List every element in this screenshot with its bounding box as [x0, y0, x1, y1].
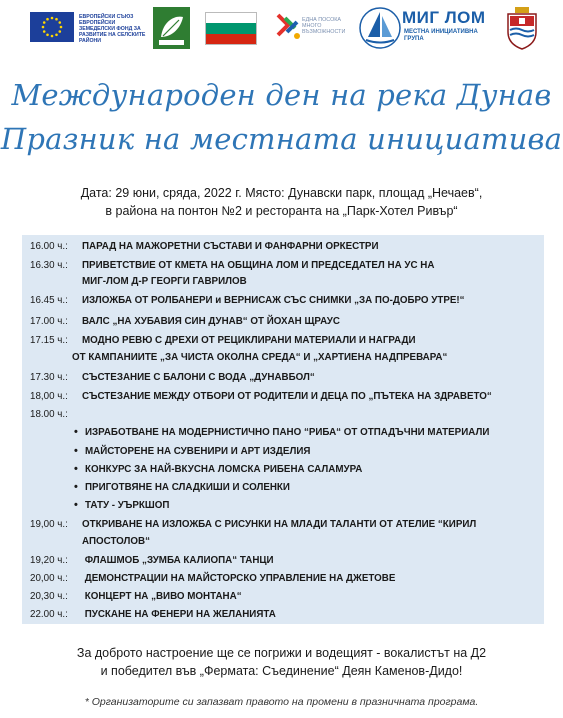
- page-title: Международен ден на река Дунав: [11, 78, 552, 112]
- program-bullet-item: • ИЗРАБОТВАНЕ НА МОДЕРНИСТИЧНО ПАНО “РИБА“ ОТ ОТПАДЪЧНИ МАТЕРИАЛИ: [74, 425, 489, 440]
- logo-strip: [0, 4, 563, 52]
- program-row: 17.30 ч.: СЪСТЕЗАНИЕ С БАЛОНИ С ВОДА „ДУНАВБОЛ“: [30, 372, 315, 383]
- program-row: 18.00 ч.:: [30, 409, 68, 420]
- host-announcement: За доброто настроение ще се погрижи и водещият - вокалистът на Д2: [76, 646, 487, 660]
- program-row: 19,20 ч.: ФЛАШМОБ „ЗУМБА КАЛИОПА“ ТАНЦИ: [30, 555, 274, 566]
- program-row: 22.00 ч.: ПУСКАНЕ НА ФЕНЕРИ НА ЖЕЛАНИЯТА: [30, 609, 276, 620]
- program-row: 20,30 ч.: КОНЦЕРТ НА „ВИВО МОНТАНА“: [30, 591, 242, 602]
- program-row-continuation: ОТ КАМПАНИИТЕ „ЗА ЧИСТА ОКОЛНА СРЕДА“ И „ХАРТИЕНА НАДПРЕВАРА“: [72, 352, 448, 363]
- bulgarian-flag-logo: [205, 12, 257, 45]
- program-row-continuation: АПОСТОЛОВ“: [82, 536, 151, 547]
- program-row: 17.00 ч.: ВАЛС „НА ХУБАВИЯ СИН ДУНАВ“ ОТ ЙОХАН ЩРАУС: [30, 316, 340, 327]
- program-bullet-item: • КОНКУРС ЗА НАЙ-ВКУСНА ЛОМСКА РИБЕНА САЛАМУРА: [74, 462, 362, 477]
- program-row: 16.30 ч.: ПРИВЕТСТВИЕ ОТ КМЕТА НА ОБЩИНА ЛОМ И ПРЕДСЕДАТЕЛ НА УС НА: [30, 260, 435, 271]
- program-bullet-item: • МАЙСТОРЕНЕ НА СУВЕНИРИ И АРТ ИЗДЕЛИЯ: [74, 444, 310, 459]
- program-row: 16.45 ч.: ИЗЛОЖБА ОТ РОЛБАНЕРИ и ВЕРНИСАЖ СЪС СНИМКИ „ЗА ПО-ДОБРО УТРЕ!“: [30, 295, 465, 306]
- program-row-continuation: МИГ-ЛОМ Д-Р ГЕОРГИ ГАВРИЛОВ: [82, 276, 247, 287]
- leader-logo: [153, 7, 190, 49]
- eu-flag-logo: [30, 12, 74, 42]
- program-bullet-item: • ПРИГОТВЯНЕ НА СЛАДКИШИ И СОЛЕНКИ: [74, 480, 290, 495]
- arrows-icon: [275, 10, 303, 44]
- municipality-crest-logo: [505, 6, 539, 50]
- programme-logo: [275, 10, 353, 44]
- program-panel: [22, 235, 544, 624]
- eu-logo-text: ЕВРОПЕЙСКИ СЪЮЗ ЕВРОПЕЙСКИ ЗЕМЕДЕЛСКИ ФОНД ЗА РАЗВИТИЕ НА СЕЛСКИТЕ РАЙОНИ: [79, 14, 146, 44]
- event-location-detail: в района на понтон №2 и ресторанта на „Парк-Хотел Ривър“: [105, 204, 458, 218]
- mig-lom-subtitle: МЕСТНА ИНИЦИАТИВНА ГРУПА: [404, 29, 478, 42]
- program-row: 20,00 ч.: ДЕМОНСТРАЦИИ НА МАЙСТОРСКО УПРАВЛЕНИЕ НА ДЖЕТОВЕ: [30, 573, 396, 584]
- event-date-place: Дата: 29 юни, сряда, 2022 г. Място: Дунавски парк, площад „Нечаев“,: [80, 186, 483, 200]
- program-row: 17.15 ч.: МОДНО РЕВЮ С ДРЕХИ ОТ РЕЦИКЛИРАНИ МАТЕРИАЛИ И НАГРАДИ: [30, 335, 416, 346]
- leaf-icon: [153, 7, 190, 49]
- crest-icon: [505, 6, 539, 50]
- program-bullet-item: • ТАТУ - УЪРКШОП: [74, 498, 169, 513]
- mig-lom-logo: [358, 4, 498, 52]
- mig-lom-title: МИГ ЛОМ: [402, 8, 486, 27]
- program-row: 18,00 ч.: СЪСТЕЗАНИЕ МЕЖДУ ОТБОРИ ОТ РОДИТЕЛИ И ДЕЦА ПО „ПЪТЕКА НА ЗДРАВЕТО“: [30, 391, 492, 402]
- programme-logo-text: ЕДНА ПОСОКА МНОГО ВЪЗМОЖНОСТИ: [302, 17, 346, 36]
- page-subtitle: Празник на местната инициатива: [0, 122, 563, 156]
- host-announcement-line2: и победител във „Фермата: Съединение“ Деян Каменов-Дидо!: [100, 664, 463, 678]
- program-row: 19,00 ч.: ОТКРИВАНЕ НА ИЗЛОЖБА С РИСУНКИ НА МЛАДИ ТАЛАНТИ ОТ АТЕЛИЕ “КИРИЛ: [30, 519, 477, 530]
- sailboat-icon: [358, 5, 402, 51]
- eu-stars-icon: [30, 12, 74, 42]
- disclaimer-note: * Организаторите си запазват правото на промени в празничната програма.: [84, 696, 479, 708]
- program-row: 16.00 ч.: ПАРАД НА МАЖОРЕТНИ СЪСТАВИ И ФАНФАРНИ ОРКЕСТРИ: [30, 241, 379, 252]
